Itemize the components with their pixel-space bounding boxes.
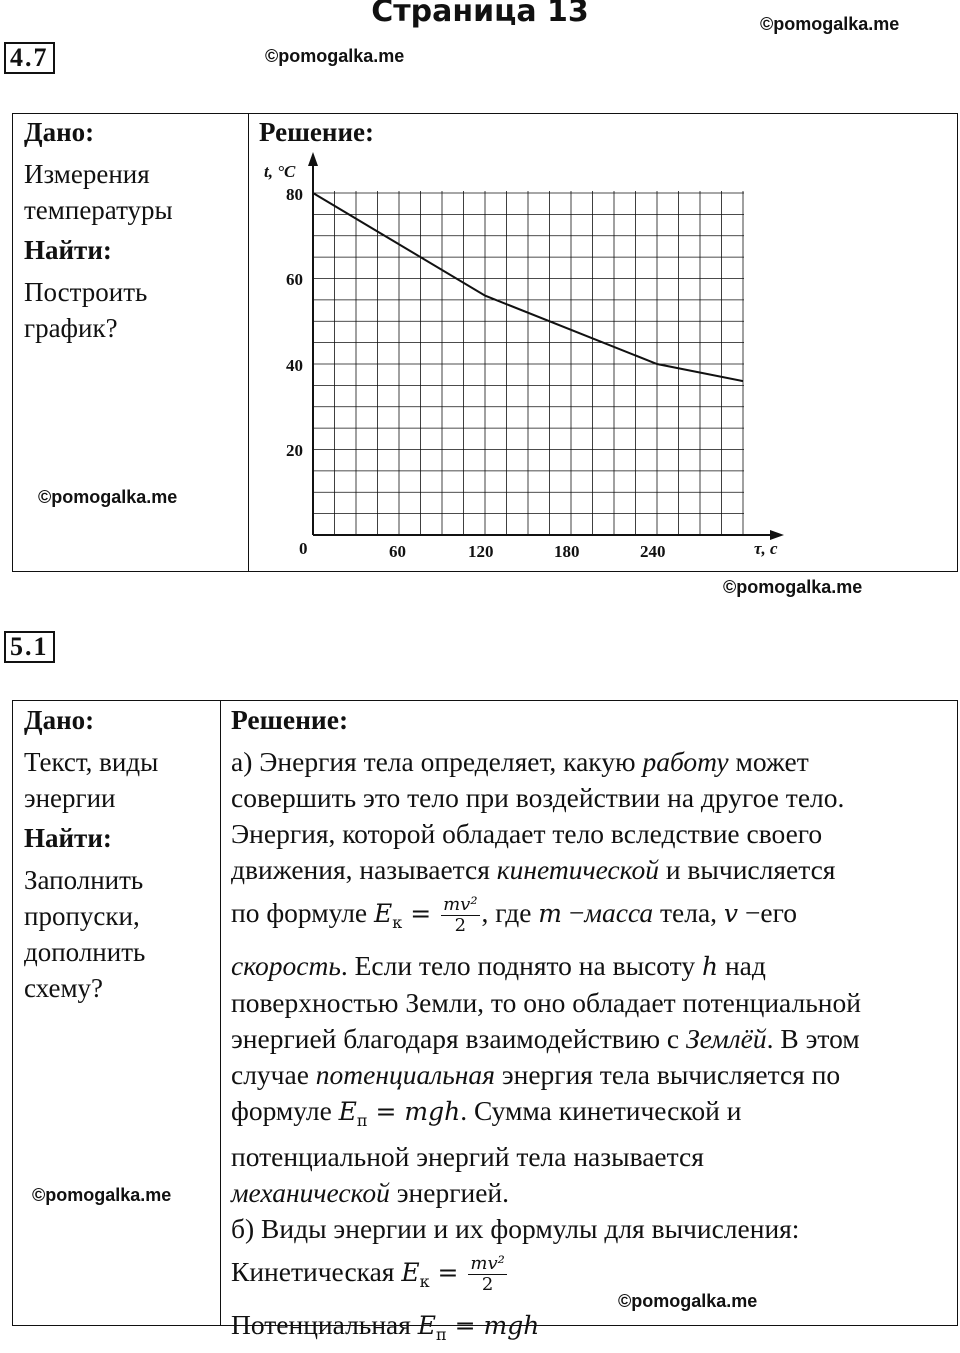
given-section	[24, 702, 216, 1006]
solution-line: энергией благодаря взаимодействию с Землёй. В этом	[231, 1023, 860, 1054]
solution-line: механической энергией.	[231, 1177, 510, 1208]
page-title: Страница 13	[371, 0, 589, 29]
given-line: Текст, виды	[24, 747, 159, 777]
watermark: ©pomogalka.me	[618, 1291, 758, 1311]
y-tick-label: 60	[286, 270, 303, 289]
watermark: ©pomogalka.me	[265, 46, 405, 66]
x-tick-label: 0	[299, 539, 308, 558]
y-axis-arrow	[308, 152, 318, 166]
watermark: ©pomogalka.me	[723, 577, 863, 597]
x-tick-label: 60	[389, 542, 406, 561]
find-label: Найти:	[24, 823, 112, 853]
kinetic-formula-fraction: $\frac{\text{mv²}}{2}$	[470, 1253, 505, 1296]
find-line: график?	[24, 313, 118, 343]
table-divider	[248, 113, 249, 571]
watermark: ©pomogalka.me	[32, 1185, 172, 1205]
y-tick-label: 40	[286, 356, 303, 375]
solution-line: поверхностью Земли, то оно обладает потенциальной	[231, 987, 861, 1018]
solution-label: Решение:	[259, 117, 374, 147]
task-number: 4.7	[4, 42, 55, 74]
solution-line: Энергия, которой обладает тело вследствие своего	[231, 818, 823, 849]
watermark: ©pomogalka.me	[38, 487, 178, 507]
y-tick-label: 20	[286, 441, 303, 460]
task-number: 5.1	[4, 631, 55, 663]
solution-line: а) Энергия тела определяет, какую работу может	[231, 746, 809, 777]
find-line: дополнить	[24, 937, 146, 967]
find-line: схему?	[24, 973, 104, 1003]
given-line: Измерения	[24, 159, 150, 189]
given-line: температуры	[24, 195, 173, 225]
table-divider	[220, 700, 221, 1326]
solution-line: совершить это тело при воздействии на другое тело.	[231, 782, 845, 813]
solution-line: б) Виды энергии и их формулы для вычисления:	[231, 1213, 800, 1244]
given-label: Дано:	[24, 117, 95, 147]
solution-line: по формуле $E_к$ = $\frac{\text{mv²}}{2}$ , где m −масса тела, v −его	[231, 894, 797, 937]
x-tick-label: 120	[468, 542, 494, 561]
chart-axes	[308, 152, 784, 540]
given-label: Дано:	[24, 705, 95, 735]
solution-label: Решение:	[231, 704, 349, 735]
solution-line: скорость. Если тело поднято на высоту h над	[231, 950, 766, 981]
solution-line: движения, называется кинетической и вычисляется	[231, 854, 836, 885]
solution-section	[231, 702, 951, 1353]
given-section	[24, 114, 244, 346]
watermark: ©pomogalka.me	[760, 14, 900, 34]
temperature-chart	[250, 150, 810, 568]
x-tick-label: 240	[640, 542, 666, 561]
solution-line: формуле $E_п$ = mgh. Сумма кинетической и	[231, 1095, 742, 1130]
find-label: Найти:	[24, 235, 112, 265]
y-axis-label: t, °C	[264, 162, 296, 181]
x-axis-label: τ, с	[754, 539, 778, 558]
x-tick-label: 180	[554, 542, 580, 561]
potential-formula-line: Потенциальная $E_п$ = mgh	[231, 1309, 540, 1344]
solution-line: случае потенциальная энергия тела вычисляется по	[231, 1059, 841, 1090]
find-line: Построить	[24, 277, 148, 307]
y-tick-label: 80	[286, 185, 303, 204]
find-line: Заполнить	[24, 865, 144, 895]
kinetic-formula-line: Кинетическая $E_к$ = $\frac{\text{mv²}}{2}$	[231, 1253, 505, 1296]
kinetic-formula-fraction: $\frac{\text{mv²}}{2}$	[443, 894, 478, 937]
solution-line: потенциальной энергий тела называется	[231, 1141, 704, 1172]
kinetic-energy-symbol: $E_к$	[374, 899, 403, 932]
find-line: пропуски,	[24, 901, 140, 931]
chart-grid	[313, 191, 744, 535]
potential-energy-symbol: $E_п$ = mgh	[338, 1097, 461, 1130]
given-line: энергии	[24, 783, 116, 813]
